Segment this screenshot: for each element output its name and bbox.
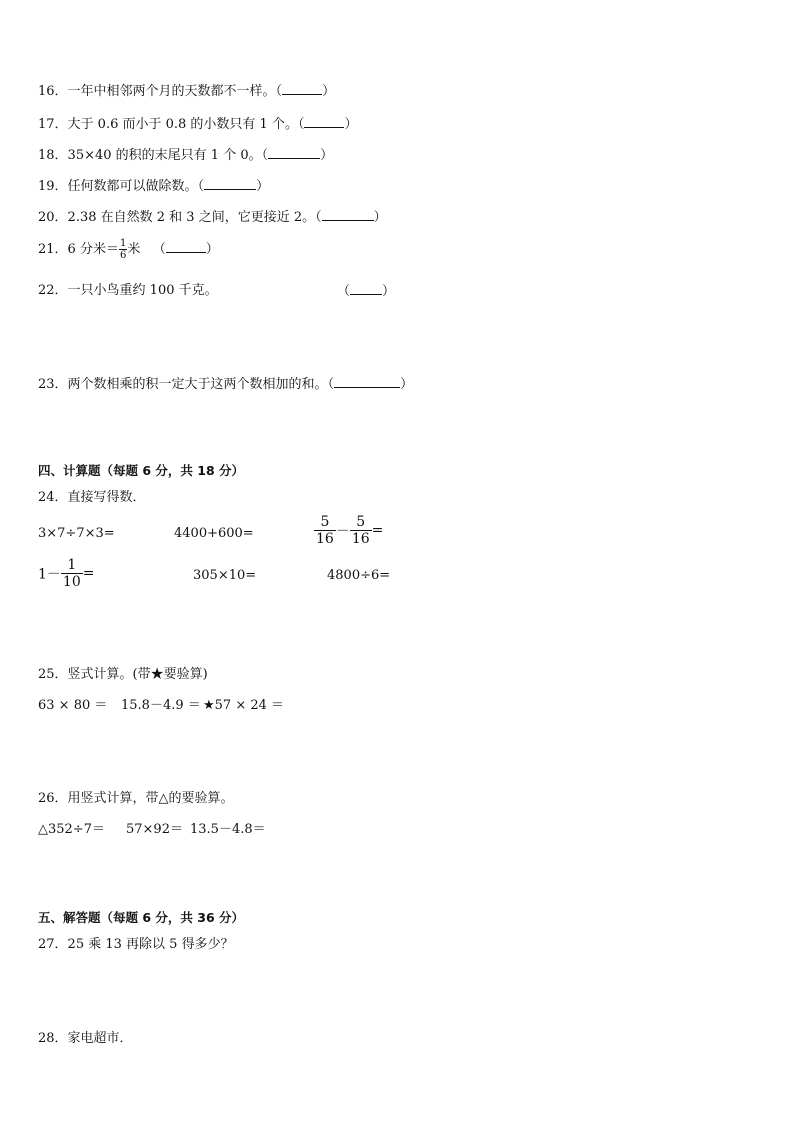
- expression-26-2: 57×92＝: [126, 822, 183, 837]
- question-text: 25 乘 13 再除以 5 得多少？: [67, 937, 234, 952]
- question-text: 用竖式计算，带△的要验算。: [67, 791, 234, 806]
- question-text: 大于 0.6 而小于 0.8 的小数只有 1 个。: [67, 117, 298, 132]
- question-28: [38, 1030, 133, 1048]
- answer-blank[interactable]: [282, 82, 322, 95]
- question-number: 27．: [38, 937, 68, 952]
- expression-4: 1－ $\frac{1}{10}$ =: [38, 557, 95, 590]
- question-17: 17．大于 0.6 而小于 0.8 的小数只有 1 个。（ ）: [38, 117, 358, 132]
- fraction: $\frac{5}{16}$: [316, 514, 334, 547]
- question-number: 19．: [38, 179, 68, 194]
- expression-6: 4800÷6=: [327, 568, 391, 583]
- fraction: $\frac{5}{16}$: [351, 514, 370, 547]
- answer-blank[interactable]: [268, 146, 320, 159]
- answer-blank[interactable]: [334, 375, 400, 388]
- question-text: 2.38 在自然数 2 和 3 之间，它更接近 2。: [67, 210, 316, 225]
- question-25: [38, 666, 208, 684]
- question-27: [38, 936, 234, 954]
- question-number: 16．: [38, 84, 68, 99]
- question-number: 22．: [38, 283, 68, 298]
- answer-blank[interactable]: [304, 115, 344, 128]
- question-text: 竖式计算。(带★要验算): [67, 667, 208, 682]
- question-text: 35×40 的积的末尾只有 1 个 0。: [67, 148, 262, 163]
- expression-1: 3×7÷7×3=: [38, 526, 115, 541]
- question-23: 23．两个数相乘的积一定大于这两个数相加的和。（ ）: [38, 377, 414, 392]
- expression-25-2: 15.8－4.9 ＝: [121, 698, 201, 713]
- question-text: 任何数都可以做除数。: [67, 179, 198, 194]
- question-22-answer: （ ）: [337, 284, 396, 299]
- question-number: 25．: [38, 667, 68, 682]
- question-text: 一只小鸟重约 100 千克。: [67, 283, 218, 298]
- answer-blank[interactable]: [204, 177, 256, 190]
- expression-25-3: ★57 × 24 ＝: [203, 698, 285, 713]
- question-text: 6 分米＝: [67, 242, 119, 257]
- section-heading-5: 五、解答题（每题 6 分，共 36 分）: [38, 910, 245, 925]
- question-16: 16．一年中相邻两个月的天数都不一样。（ ）: [38, 84, 336, 99]
- expression-25-1: 63 × 80 ＝: [38, 698, 108, 713]
- answer-blank[interactable]: [322, 208, 374, 221]
- expression-5: 305×10=: [193, 568, 257, 583]
- question-20: 20．2.38 在自然数 2 和 3 之间，它更接近 2。（ ）: [38, 210, 387, 225]
- answer-blank[interactable]: [350, 282, 382, 295]
- question-22: [38, 282, 218, 300]
- question-text: 一年中相邻两个月的天数都不一样。: [67, 84, 276, 99]
- question-19: 19．任何数都可以做除数。（ ）: [38, 179, 270, 194]
- question-21: 21．6 分米＝ $\frac{1}{6}$ 米 （ ）: [38, 238, 219, 261]
- question-number: 28．: [38, 1031, 68, 1046]
- question-18: 18．35×40 的积的末尾只有 1 个 0。（ ）: [38, 148, 334, 163]
- question-number: 18．: [38, 148, 68, 163]
- expression-2: 4400+600=: [174, 526, 254, 541]
- expression-26-1: △352÷7＝: [38, 822, 105, 837]
- question-number: 21．: [38, 242, 68, 257]
- fraction: $\frac{1}{6}$: [119, 238, 127, 261]
- question-24: [38, 489, 146, 507]
- question-text: 家电超市．: [67, 1031, 133, 1046]
- question-text: 直接写得数．: [67, 490, 146, 505]
- expression-26-3: 13.5－4.8＝: [190, 822, 266, 837]
- answer-blank[interactable]: [166, 240, 206, 253]
- section-heading-4: 四、计算题（每题 6 分，共 18 分）: [38, 463, 245, 478]
- question-number: 20．: [38, 210, 68, 225]
- question-number: 26．: [38, 791, 68, 806]
- question-number: 17．: [38, 117, 68, 132]
- question-26: [38, 790, 234, 808]
- question-number: 24．: [38, 490, 68, 505]
- question-text: 两个数相乘的积一定大于这两个数相加的和。: [67, 377, 328, 392]
- fraction: $\frac{1}{10}$: [62, 557, 81, 590]
- question-number: 23．: [38, 377, 68, 392]
- expression-3: $\frac{5}{16}$ － $\frac{5}{16}$ =: [316, 514, 384, 547]
